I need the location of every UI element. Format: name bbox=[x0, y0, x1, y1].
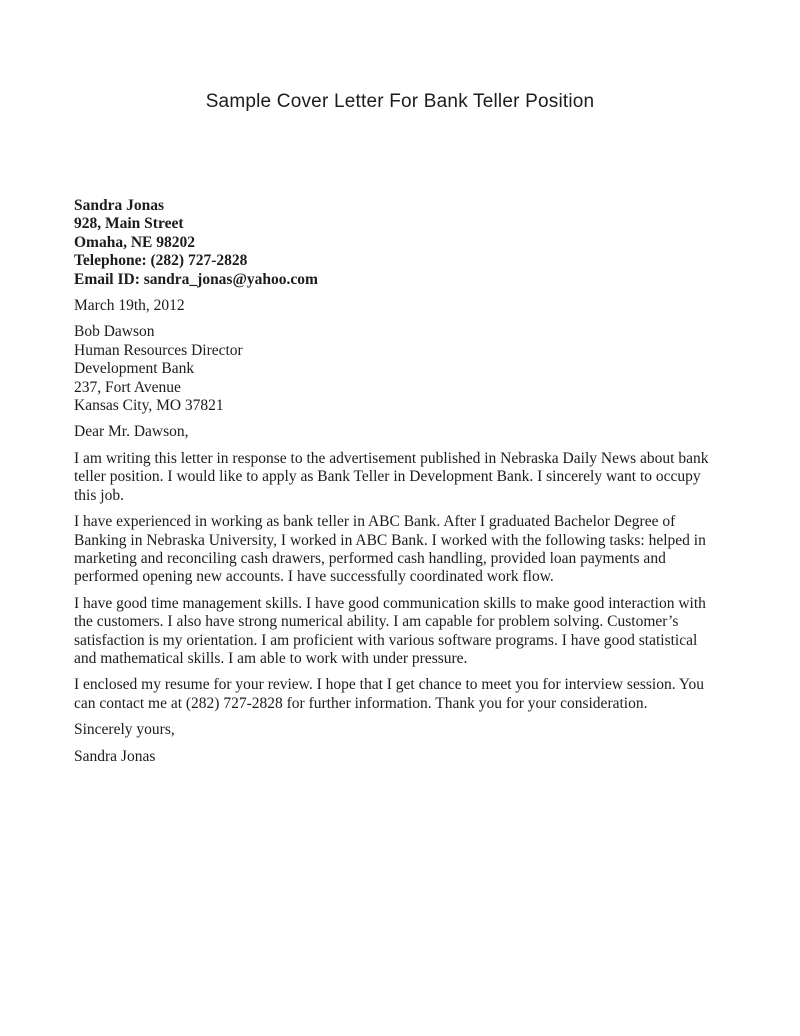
closing: Sincerely yours, bbox=[74, 721, 175, 739]
sender-address-block bbox=[74, 197, 720, 289]
recipient-job-title: Human Resources Director bbox=[74, 341, 243, 359]
sender-telephone: Telephone: (282) 727-2828 bbox=[74, 252, 248, 270]
letter-date: March 19th, 2012 bbox=[74, 297, 185, 315]
paragraph-3: I have good time management skills. I have good communication skills to make good interaction with the customers. I also have strong numerical ability. I am capable for problem solving. Customer’s satisfaction is my orientation. I am proficient with various software programs. I have good statistical and mathematical skills. I am able to work with under pressure. bbox=[74, 594, 706, 667]
paragraph-4: I enclosed my resume for your review. I hope that I get chance to meet you for interview session. You can contact me at (282) 727-2828 for further information. Thank you for your consideration. bbox=[74, 676, 705, 712]
letter-body bbox=[74, 197, 720, 774]
document-title: Sample Cover Letter For Bank Teller Position bbox=[205, 91, 595, 112]
paragraph-2: I have experienced in working as bank teller in ABC Bank. After I graduated Bachelor Degree of Banking in Nebraska University, I worked in ABC Bank. I worked with the following tasks: helped in marketing and reconciling cash drawers, performed cash handling, provided loan payments and performed opening new accounts. I have successfully coordinated work flow. bbox=[74, 513, 706, 586]
sender-street: 928, Main Street bbox=[74, 215, 184, 233]
recipient-address-block bbox=[74, 323, 720, 415]
recipient-city: Kansas City, MO 37821 bbox=[74, 397, 224, 415]
signature: Sandra Jonas bbox=[74, 747, 156, 765]
recipient-name: Bob Dawson bbox=[74, 323, 155, 341]
recipient-company: Development Bank bbox=[74, 360, 195, 378]
sender-name: Sandra Jonas bbox=[74, 197, 165, 214]
salutation: Dear Mr. Dawson, bbox=[74, 423, 189, 441]
sender-city: Omaha, NE 98202 bbox=[74, 233, 195, 251]
paragraph-1: I am writing this letter in response to the advertisement published in Nebraska Daily News about bank teller position. I would like to apply as Bank Teller in Development Bank. I sincerely want to occupy this job. bbox=[74, 449, 709, 504]
recipient-street: 237, Fort Avenue bbox=[74, 378, 181, 396]
sender-email: Email ID: sandra_jonas@yahoo.com bbox=[74, 270, 318, 288]
